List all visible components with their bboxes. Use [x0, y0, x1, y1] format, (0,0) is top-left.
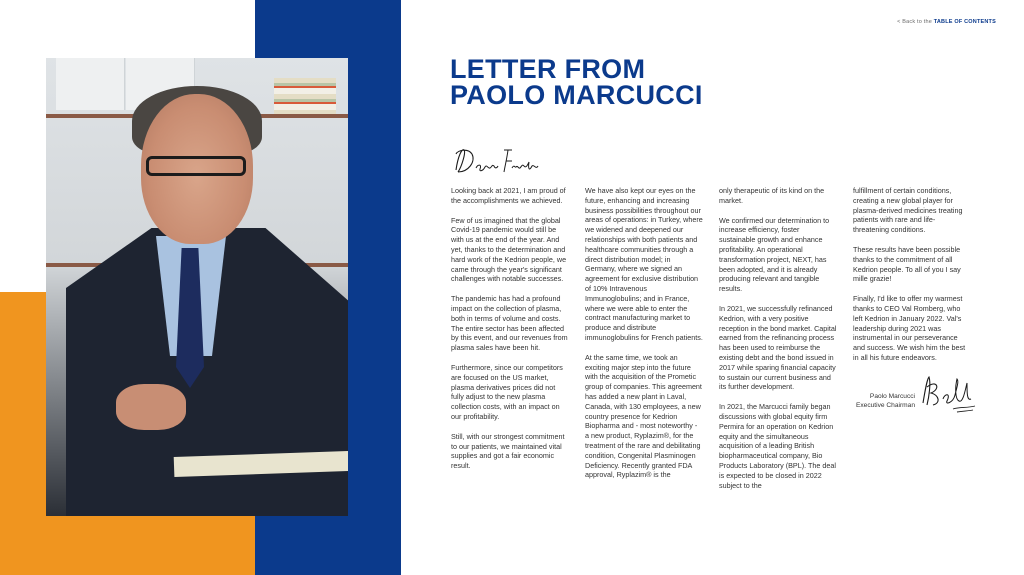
- letter-column-1: [451, 186, 569, 500]
- back-to-toc-link[interactable]: [897, 19, 996, 25]
- letter-column-4: [853, 186, 971, 500]
- paragraph: We confirmed our determination to increase efficiency, foster sustainable growth and enhance profitability. An operational transformation project, NEXT, has been adopted, and it is already producing relevant and tangible results.: [719, 215, 830, 294]
- hand-with-pen: [116, 384, 186, 430]
- portrait-photo: [46, 58, 348, 516]
- paragraph: Finally, I'd like to offer my warmest thanks to CEO Val Romberg, who left Kedrion in January 2022. Val's leadership during 2021 was instrumental in our perseverance and success. We wish him the best in all his future endeavors.: [853, 294, 966, 362]
- signature-block: [853, 373, 971, 413]
- letter-column-2: [585, 186, 703, 500]
- page-title: [450, 56, 703, 108]
- title-line-1: LETTER FROM: [450, 54, 646, 84]
- handwritten-signature: [919, 373, 983, 415]
- books-stack: [274, 78, 336, 114]
- paragraph: In 2021, the Marcucci family began discussions with global equity firm Permira for an operation on Kedrion equity and the simultaneous acquisition of a leading British biopharmaceutical company, Bio Products Laboratory (BPL). The deal is expected to be closed in 2022 subject to the: [719, 402, 836, 490]
- paragraph: The pandemic has had a profound impact on the collection of plasma, both in terms of volume and costs. The entire sector has been affected by this event, and our revenues from plasma sales have been hit.: [451, 294, 568, 353]
- paragraph: Looking back at 2021, I am proud of the accomplishments we achieved.: [451, 186, 566, 205]
- glasses: [146, 156, 246, 176]
- signatory-role: Executive Chairman: [855, 401, 915, 409]
- signatory-name: Paolo Marcucci: [869, 392, 915, 400]
- paragraph: Still, with our strongest commitment to our patients, we maintained vital supplies and got a fair economic result.: [451, 431, 565, 471]
- paragraph: Few of us imagined that the global Covid-19 pandemic would still be with us at the end of the year. And yet, thanks to the determination and hard work of the Kedrion people, we came through the year's significant challenges with notable successes.: [451, 215, 567, 284]
- paragraph: These results have been possible thanks to the commitment of all Kedrion people. To all of you I say mille grazie!: [853, 244, 961, 284]
- handwritten-greeting: [452, 142, 542, 178]
- paragraph: In 2021, we successfully refinanced Kedrion, with a very positive reception in the bond market. Capital earned from the refinancing process has been used to reimburse the existing debt and the bond issued in 2017 while sparing financial capacity to sustain our current business and its further development.: [719, 303, 837, 392]
- wall-panel: [56, 58, 125, 110]
- paragraph: At the same time, we took an exciting major step into the future with the acquisition of the Prometic group of companies. This agreement has added a new plant in Laval, Canada, with 130 employees, a new country presence for Kedrion Biopharma and - most noteworthy - a new product, Ryplazim®, for the treatment of the rare and debilitating condition, Congenital Plasminogen Deficiency. Recently granted FDA approval, Ryplazim® is the: [585, 352, 702, 480]
- paragraph: Furthermore, since our competitors are focused on the US market, plasma derivatives prices did not fully adjust to the new plasma collection costs, with an impact on our profitability.: [451, 362, 563, 421]
- letter-column-3: [719, 186, 837, 500]
- back-to-prefix: < Back to the: [897, 19, 932, 25]
- title-line-2: PAOLO MARCUCCI: [450, 80, 703, 110]
- paragraph: fulfillment of certain conditions, creating a new global player for plasma-derived medicines treating patients with rare and life-threatening conditions.: [853, 186, 963, 235]
- paragraph: only therapeutic of its kind on the market.: [719, 186, 825, 205]
- letter-body: [451, 186, 981, 500]
- toc-link-label[interactable]: TABLE OF CONTENTS: [933, 19, 996, 25]
- paragraph: We have also kept our eyes on the future, enhancing and increasing business possibilities throughout our areas of operations: in Turkey, where we widened and deepened our relationships with both patients and healthcare communities through a direct distribution model; in Germany, where we signed an agreement for exclusive distribution of 10% Intravenous Immunoglobulins; and in France, where we were able to enter the contract manufacturing market to produce and distribute immunoglobulins for French patients.: [585, 186, 703, 342]
